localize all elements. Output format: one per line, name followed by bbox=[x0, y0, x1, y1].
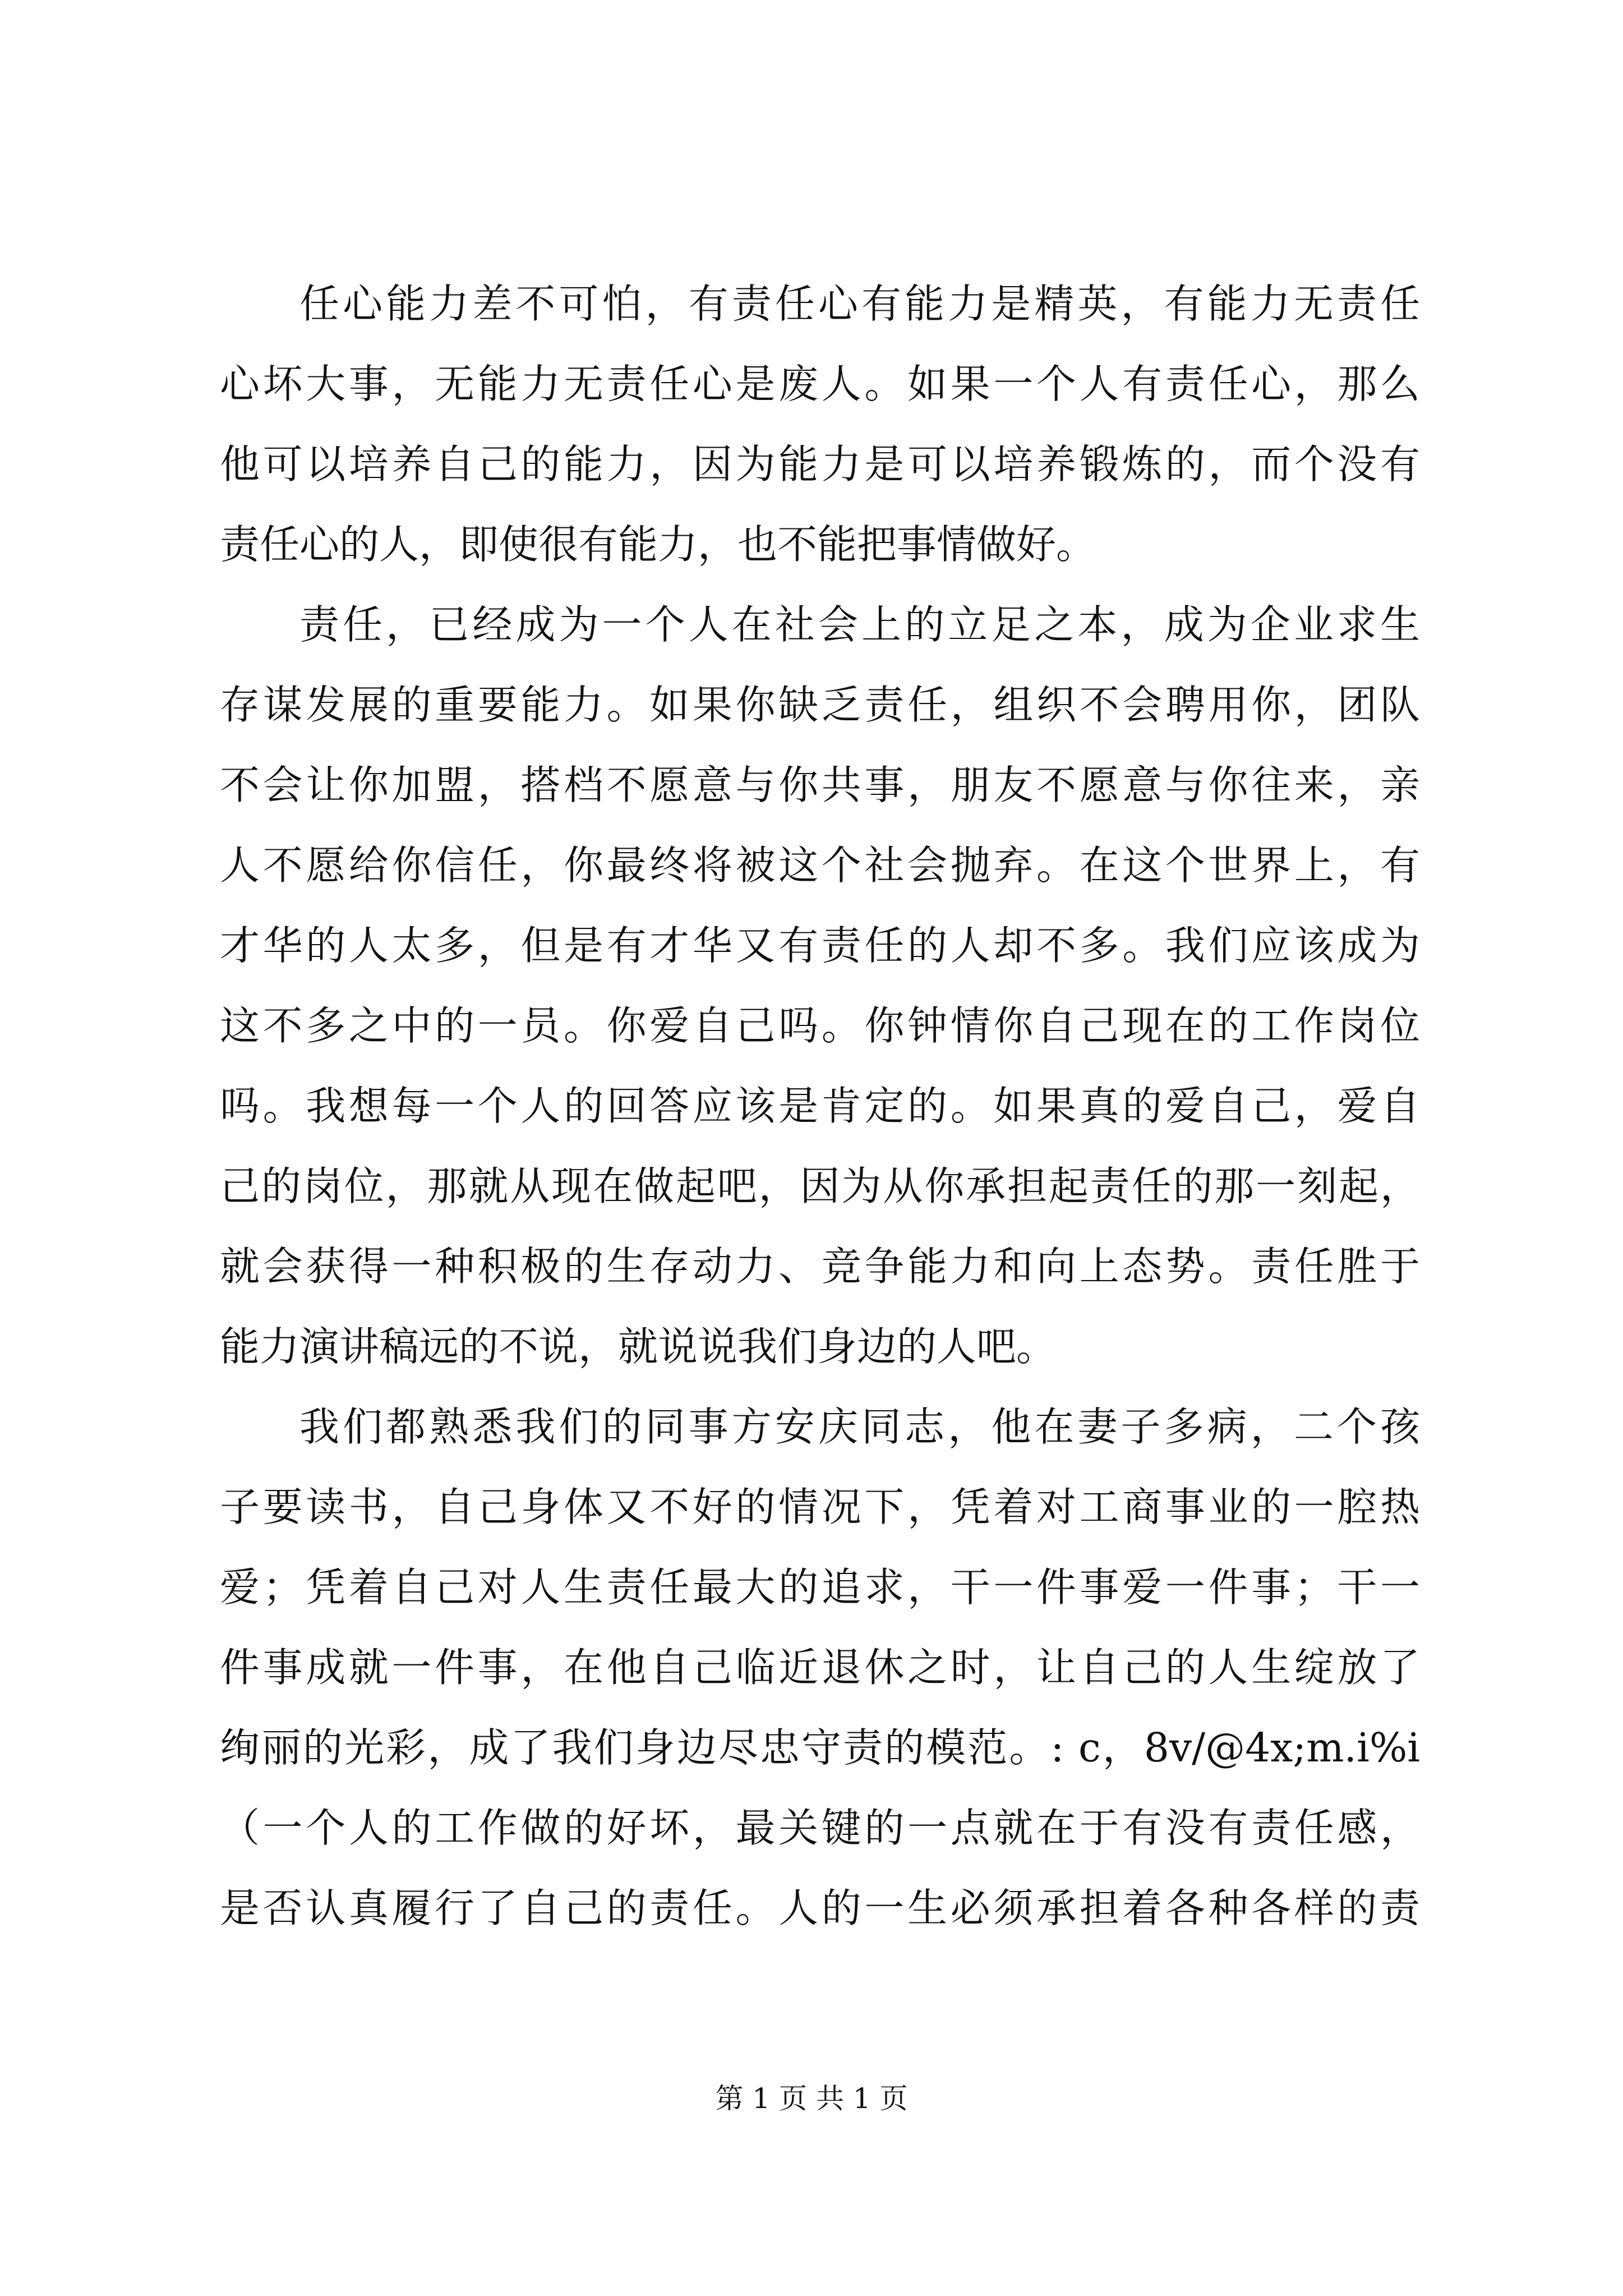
text-line: 己的岗位，那就从现在做起吧，因为从你承担起责任的那一刻起， bbox=[220, 1163, 1420, 1209]
text-line: 责任心的人，即使很有能力，也不能把事情做好。 bbox=[220, 521, 1096, 568]
body-text bbox=[220, 264, 1420, 1948]
text-line: 吗。我想每一个人的回答应该是肯定的。如果真的爱自己，爱自 bbox=[220, 1083, 1420, 1129]
text-line: 绚丽的光彩，成了我们身边尽忠守责的模范。: c，8v/@4x;m.i%i bbox=[220, 1724, 1420, 1771]
text-line: 子要读书，自己身体又不好的情况下，凭着对工商事业的一腔热 bbox=[220, 1484, 1420, 1530]
text-line: 能力演讲稿远的不说，就说说我们身边的人吧。 bbox=[220, 1323, 1057, 1370]
page-footer: 第 1 页 共 1 页 bbox=[715, 2082, 908, 2115]
text-line: 爱；凭着自己对人生责任最大的追求，干一件事爱一件事；干一 bbox=[220, 1564, 1420, 1611]
text-line: （一个人的工作做的好坏，最关键的一点就在于有没有责任感， bbox=[220, 1805, 1420, 1851]
text-line: 责任，已经成为一个人在社会上的立足之本，成为企业求生 bbox=[299, 601, 1420, 648]
text-line: 是否认真履行了自己的责任。人的一生必须承担着各种各样的责 bbox=[220, 1885, 1420, 1931]
text-line: 件事成就一件事，在他自己临近退休之时，让自己的人生绽放了 bbox=[220, 1644, 1420, 1691]
text-line: 他可以培养自己的能力，因为能力是可以培养锻炼的，而个没有 bbox=[220, 441, 1420, 487]
text-line: 任心能力差不可怕，有责任心有能力是精英，有能力无责任 bbox=[299, 280, 1420, 327]
text-line: 这不多之中的一员。你爱自己吗。你钟情你自己现在的工作岗位 bbox=[220, 1002, 1420, 1049]
text-line: 人不愿给你信任，你最终将被这个社会抛弃。在这个世界上，有 bbox=[220, 842, 1420, 889]
text-line: 存谋发展的重要能力。如果你缺乏责任，组织不会聘用你，团队 bbox=[220, 682, 1420, 728]
text-line: 心坏大事，无能力无责任心是废人。如果一个人有责任心，那么 bbox=[220, 361, 1420, 407]
text-line: 不会让你加盟，搭档不愿意与你共事，朋友不愿意与你往来，亲 bbox=[220, 762, 1420, 808]
text-line: 才华的人太多，但是有才华又有责任的人却不多。我们应该成为 bbox=[220, 922, 1420, 969]
text-line: 我们都熟悉我们的同事方安庆同志，他在妻子多病，二个孩 bbox=[299, 1404, 1420, 1450]
text-line: 就会获得一种积极的生存动力、竞争能力和向上态势。责任胜于 bbox=[220, 1243, 1420, 1290]
